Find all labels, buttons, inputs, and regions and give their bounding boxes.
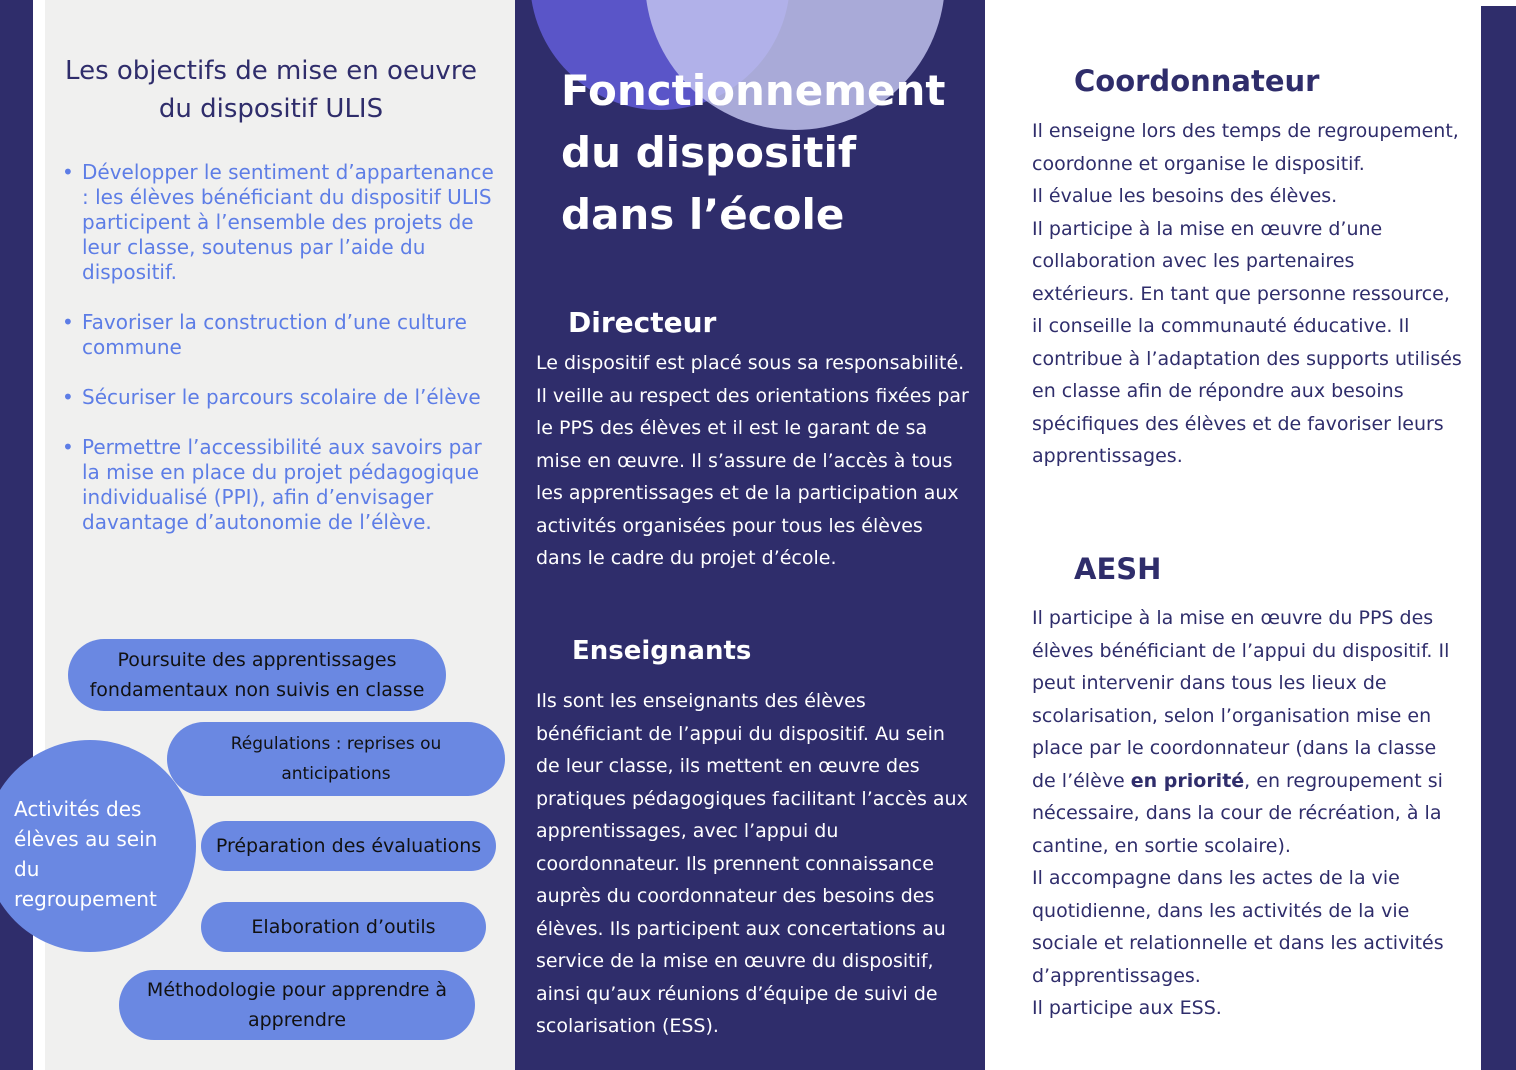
directeur-text: Le dispositif est placé sous sa responsabilité. Il veille au respect des orientations fixées par le PPS des élèves et il est le garant de sa mise en œuvre. Il s’assure de l’accès à tous les apprentissages et de la participation aux activités organisées pour tous les élèves dans le cadre du projet d’école. <box>536 352 969 569</box>
activity-pill: Régulations : reprises ou anticipations <box>167 722 505 796</box>
bullet-icon: • <box>62 310 74 334</box>
bullet-icon: • <box>62 385 74 409</box>
aesh-heading: AESH <box>1074 552 1162 586</box>
objectives-title: Les objectifs de mise en oeuvre du dispositif ULIS <box>65 56 477 124</box>
directeur-heading: Directeur <box>568 306 717 339</box>
objective-item: • Favoriser la construction d’une culture commune <box>62 310 467 359</box>
priority-emphasis: en priorité <box>1130 769 1245 792</box>
activities-circle-label: Activités des élèves au sein du regroupement <box>14 797 158 911</box>
objective-item: • Permettre l’accessibilité aux savoirs par la mise en place du projet pédagogique individualisé (PPI), afin d’envisager davantage d’autonomie de l’élève. <box>62 435 482 534</box>
activity-pill: Préparation des évaluations <box>201 821 496 871</box>
coordonnateur-heading: Coordonnateur <box>1074 64 1320 98</box>
activity-pill: Méthodologie pour apprendre à apprendre <box>119 970 475 1040</box>
objective-item: • Développer le sentiment d’appartenance : les élèves bénéficiant du dispositif ULIS participent à l’ensemble des projets de leur classe, soutenus par l’aide du dispositif. <box>62 160 494 284</box>
page-title: Fonctionnement du dispositif dans l’école <box>561 66 946 239</box>
enseignants-heading: Enseignants <box>572 636 752 666</box>
bullet-icon: • <box>62 160 74 184</box>
activity-pill: Elaboration d’outils <box>201 902 486 952</box>
right-edge-band <box>1481 6 1516 1070</box>
objective-item: • Sécuriser le parcours scolaire de l’élève <box>62 385 481 409</box>
objectives-list <box>62 160 502 560</box>
bullet-icon: • <box>62 435 74 459</box>
activity-pill: Poursuite des apprentissages fondamentaux non suivis en classe <box>68 639 446 711</box>
aesh-text: Il participe à la mise en œuvre du PPS des élèves bénéficiant de l’appui du dispositif. Il peut intervenir dans tous les lieux de scolarisation, selon l’organisation mise en place par le coordonnateur (dans la classe de l’élève en priorité, en regroupement si nécessaire, dans la cour de récréation, à la cantine, en sortie scolaire). Il accompagne dans les actes de la vie quotidienne, dans les activités de la vie sociale et relationnelle et dans les activités d’apprentissages. Il participe aux ESS. <box>1032 607 1450 1019</box>
enseignants-text: Ils sont les enseignants des élèves bénéficiant de l’appui du dispositif. Au sein de leur classe, ils mettent en œuvre des pratiques pédagogiques facilitant l’accès aux apprentissages, avec l’appui du coordonnateur. Ils prennent connaissance auprès du coordonnateur des besoins des élèves. Ils participent aux concertations au service de la mise en œuvre du dispositif, ainsi qu’aux réunions d’équipe de suivi de scolarisation (ESS). <box>536 690 968 1037</box>
coordonnateur-text: Il enseigne lors des temps de regroupement, coordonne et organise le dispositif. Il évalue les besoins des élèves. Il participe à la mise en œuvre d’une collaboration avec les partenaires extérieurs. En tant que personne ressource, il conseille la communauté éducative. Il contribue à l’adaptation des supports utilisés en classe afin de répondre aux besoins spécifiques des élèves et de favoriser leurs apprentissages. <box>1032 120 1462 467</box>
